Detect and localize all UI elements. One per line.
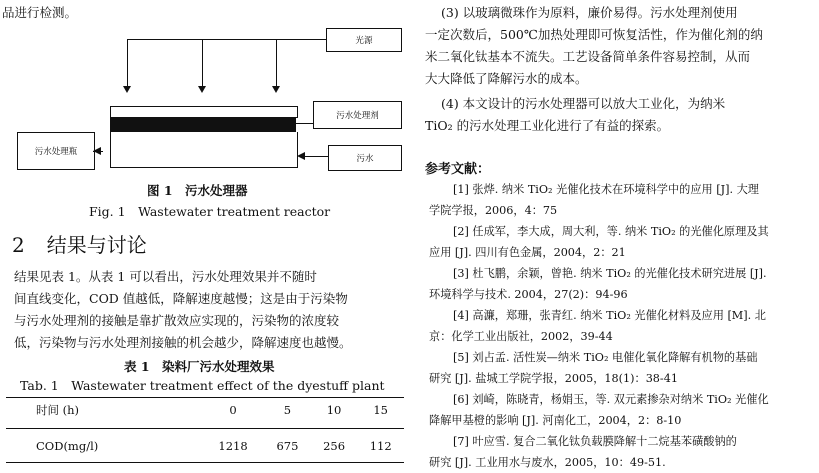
item4-line-2: TiO₂ 的污水处理工业化进行了有益的探索。 (425, 118, 670, 133)
reference-item (425, 347, 811, 389)
arrowhead-left-icon (297, 152, 305, 160)
light-source-box: 光源 (326, 28, 402, 52)
section-title: 结果与讨论 (46, 233, 147, 257)
reference-line: [6] 刘崎，陈晓青，杨娟玉，等. 双元素掺杂对纳米 TiO₂ 光催化 (453, 393, 769, 406)
agent-connector (296, 123, 313, 124)
reference-line: 环境科学与技术. 2004，27(2)：94-96 (429, 288, 628, 301)
light-arrow-1 (127, 39, 128, 89)
arrowhead-left-icon (93, 147, 101, 155)
table-row (6, 434, 404, 458)
treatment-tank-box: 污水处理瓶 (17, 132, 95, 170)
reference-line: 研究 [J]. 盐城工学院学报，2005，18(1)：38-41 (429, 372, 678, 385)
light-arrow-2 (202, 39, 203, 89)
treatment-agent-box: 污水处理剂 (313, 101, 402, 129)
table-cell: 5 (283, 403, 292, 417)
table-cell: 675 (276, 439, 299, 453)
table-title-zh: 表 1 染料厂污水处理效果 (124, 359, 275, 374)
reference-line: 研究 [J]. 工业用水与废水，2005，10：49-51. (429, 456, 666, 469)
body-line-4: 低，污染物与污水处理剂接触的机会越少，降解速度也越慢。 (14, 335, 352, 350)
item3-line-3: 米二氧化钛基本不流失。工艺设备简单条件容易控制，从而 (425, 49, 751, 64)
item3-line-1: (3) 以玻璃微珠作为原料，廉价易得。污水处理剂使用 (441, 5, 738, 20)
reference-line: [5] 刘占孟. 活性炭—纳米 TiO₂ 电催化氧化降解有机物的基础 (453, 351, 758, 364)
reference-line: [2] 任成军，李大成，周大利，等. 纳米 TiO₂ 的光催化原理及其 (453, 225, 769, 238)
item3-line-2: 一定次数后，500℃加热处理即可恢复活性，作为催化剂的纳 (425, 27, 763, 42)
reference-item (425, 431, 811, 473)
references-title: 参考文献： (425, 162, 491, 177)
reactor-water-channel (110, 132, 298, 168)
reference-item (425, 389, 811, 431)
table-header-row (6, 398, 404, 422)
arrowhead-down-icon (272, 86, 280, 93)
reference-item (425, 263, 811, 305)
reference-item (425, 179, 811, 221)
table-cell: COD(mg/l) (36, 439, 99, 453)
reference-line: 京：化学工业出版社，2002，39-44 (429, 330, 613, 343)
reference-line: [3] 杜飞鹏，余颖，曾艳. 纳米 TiO₂ 的光催化技术研究进展 [J]. (453, 267, 767, 280)
figure-caption-zh: 图 1 污水处理器 (147, 183, 248, 198)
reference-line: 应用 [J]. 四川有色金属，2004，2：21 (429, 246, 626, 259)
table-cell: 112 (369, 439, 392, 453)
reference-line: [1] 张烨. 纳米 TiO₂ 光催化技术在环境科学中的应用 [J]. 大理 (453, 183, 759, 196)
table-cell: 15 (373, 403, 388, 417)
figure-caption-en: Fig. 1 Wastewater treatment reactor (89, 204, 331, 219)
table-title-en: Tab. 1 Wastewater treatment effect of the dyestuff plant (20, 378, 385, 393)
table-cell: 10 (326, 403, 342, 417)
table-cell: 时间 (h) (36, 403, 80, 417)
table-cell: 1218 (218, 439, 248, 453)
table-bottom-rule (6, 462, 404, 463)
reference-item (425, 305, 811, 347)
reference-line: 降解甲基橙的影响 [J]. 河南化工，2004，2：8-10 (429, 414, 682, 427)
body-line-2: 间直线变化，COD 值越低，降解速度越慢；这是由于污染物 (14, 291, 348, 306)
reference-line: [7] 叶应雪. 复合二氧化钛负载膜降解十二烷基苯磺酸钠的 (453, 435, 737, 448)
light-arrow-3 (276, 39, 277, 89)
top-text-fragment: 品进行检测。 (2, 5, 78, 20)
body-line-3: 与污水处理剂的接触是靠扩散效应实现的，污染物的浓度较 (14, 313, 340, 328)
reference-line: 学院学报，2006，4：75 (429, 204, 558, 217)
arrowhead-down-icon (123, 86, 131, 93)
section-heading (12, 229, 147, 261)
results-table (6, 398, 404, 458)
body-line-1: 结果见表 1。从表 1 可以看出，污水处理效果并不随时 (14, 269, 317, 284)
wastewater-box: 污水 (328, 145, 402, 171)
reference-item (425, 221, 811, 263)
wastewater-inlet (304, 156, 328, 157)
table-cell: 256 (323, 439, 346, 453)
treatment-agent-layer (110, 117, 296, 132)
arrowhead-down-icon (198, 86, 206, 93)
item4-line-1: (4) 本文设计的污水处理器可以放大工业化，为纳米 (441, 96, 726, 111)
reference-line: [4] 高濂，郑珊，张青红. 纳米 TiO₂ 光催化材料及应用 [M]. 北 (453, 309, 766, 322)
table-cell: 0 (229, 403, 237, 417)
section-number: 2 (12, 233, 25, 257)
item3-line-4: 大大降低了降解污水的成本。 (425, 71, 588, 86)
